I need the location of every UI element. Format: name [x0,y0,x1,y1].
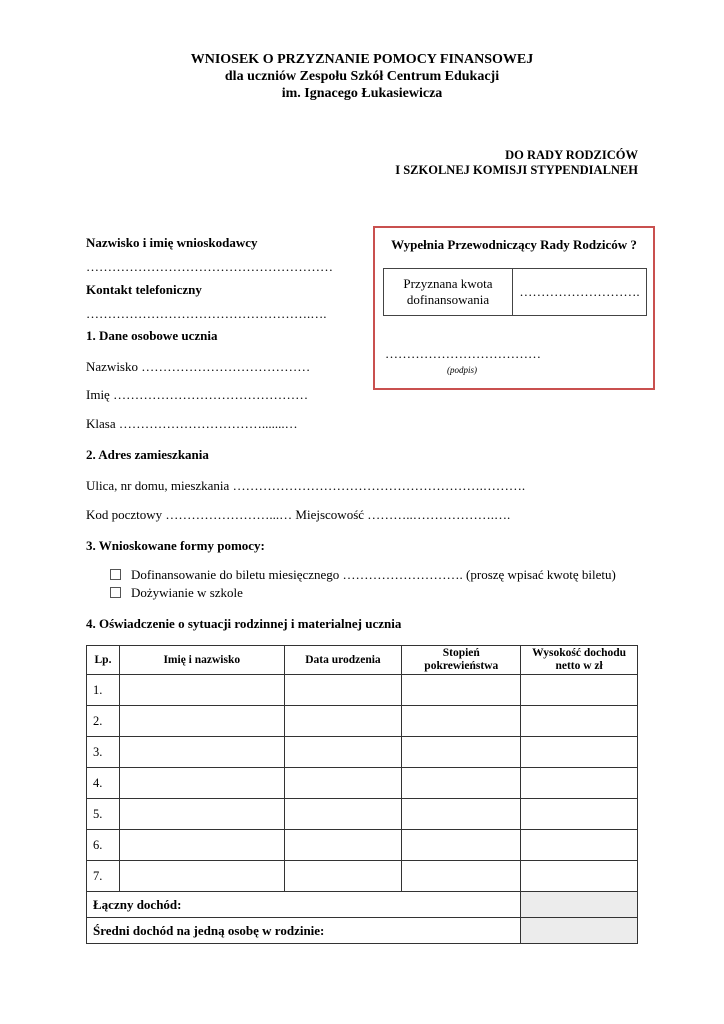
relation-cell[interactable] [402,830,521,861]
option-ticket-label: Dofinansowanie do biletu miesięcznego ………………………. (proszę wpisać kwotę biletu) [131,567,616,582]
income-cell[interactable] [521,768,638,799]
col-lp: Lp. [87,646,120,675]
option-meals[interactable] [110,585,243,601]
applicant-name-label: Nazwisko i imię wnioskodawcy [86,235,258,250]
name-cell[interactable] [119,675,284,706]
addressee-line1: DO RADY RODZICÓW [505,148,638,162]
applicant-name-field[interactable]: ………………………………………………… [86,259,333,274]
income-cell[interactable] [521,675,638,706]
name-cell[interactable] [119,799,284,830]
birthdate-cell[interactable] [284,768,402,799]
granted-amount-table [383,268,647,316]
row-number: 7. [87,861,120,892]
birthdate-cell[interactable] [284,830,402,861]
birthdate-cell[interactable] [284,706,402,737]
income-cell[interactable] [521,830,638,861]
relation-cell[interactable] [402,675,521,706]
row-number: 2. [87,706,120,737]
table-row [87,737,638,768]
student-class-field[interactable]: Klasa …………………………….......… [86,416,298,431]
section3-title: 3. Wnioskowane formy pomocy: [86,538,265,553]
name-cell[interactable] [119,830,284,861]
income-cell[interactable] [521,861,638,892]
average-income-cell [521,918,638,944]
student-firstname-field[interactable]: Imię ……………………………………… [86,387,309,402]
addressee-line2: I SZKOLNEJ KOMISJI STYPENDIALNEH [395,163,638,177]
granted-amount-field[interactable]: ………………………. [519,284,640,299]
row-number: 4. [87,768,120,799]
section1-title: 1. Dane osobowe ucznia [86,328,218,343]
row-number: 1. [87,675,120,706]
option-ticket[interactable] [110,567,616,583]
checkbox-meals[interactable] [110,587,121,598]
form-subtitle: dla uczniów Zespołu Szkół Centrum Edukacji [224,69,500,84]
section4-title: 4. Oświadczenie o sytuacji rodzinnej i materialnej ucznia [86,616,402,631]
granted-amount-label: Przyznana kwota dofinansowania [384,269,513,315]
row-number: 3. [87,737,120,768]
birthdate-cell[interactable] [284,675,402,706]
relation-cell[interactable] [402,768,521,799]
relation-cell[interactable] [402,737,521,768]
form-subtitle-school: im. Ignacego Łukasiewicza [281,86,443,101]
birthdate-cell[interactable] [284,861,402,892]
council-box-title: Wypełnia Przewodniczący Rady Rodziców ? [391,237,637,252]
table-row [87,830,638,861]
col-relation: Stopień pokrewieństwa [402,646,521,675]
relation-cell[interactable] [402,799,521,830]
relation-cell[interactable] [402,861,521,892]
birthdate-cell[interactable] [284,799,402,830]
table-row [87,799,638,830]
name-cell[interactable] [119,861,284,892]
average-income-label: Średni dochód na jedną osobę w rodzinie: [87,918,521,944]
income-cell[interactable] [521,706,638,737]
name-cell[interactable] [119,706,284,737]
col-income: Wysokość dochodu netto w zł [521,646,638,675]
row-number: 5. [87,799,120,830]
applicant-phone-label: Kontakt telefoniczny [86,282,202,297]
signature-field[interactable]: ……………………………… [385,346,541,361]
birthdate-cell[interactable] [284,737,402,768]
street-field[interactable]: Ulica, nr domu, mieszkania ………………………………………………….………. [86,478,526,493]
col-birthdate: Data urodzenia [284,646,402,675]
family-income-table [86,645,638,944]
council-box [373,226,655,390]
table-row [87,768,638,799]
applicant-phone-field[interactable]: …………………………………………….…. [86,306,327,321]
row-number: 6. [87,830,120,861]
table-row [87,861,638,892]
form-title: WNIOSEK O PRZYZNANIE POMOCY FINANSOWEJ [190,52,534,67]
income-cell[interactable] [521,799,638,830]
name-cell[interactable] [119,737,284,768]
option-meals-label: Dożywianie w szkole [131,585,243,600]
income-cell[interactable] [521,737,638,768]
total-income-label: Łączny dochód: [87,892,521,918]
checkbox-ticket[interactable] [110,569,121,580]
student-surname-field[interactable]: Nazwisko ………………………………… [86,359,311,374]
name-cell[interactable] [119,768,284,799]
table-row [87,675,638,706]
relation-cell[interactable] [402,706,521,737]
postal-city-field[interactable]: Kod pocztowy ……………………...… Miejscowość ………..……………….…. [86,507,511,522]
table-row [87,706,638,737]
total-income-cell [521,892,638,918]
col-name: Imię i nazwisko [119,646,284,675]
signature-caption: (podpis) [447,365,477,375]
section2-title: 2. Adres zamieszkania [86,447,209,462]
